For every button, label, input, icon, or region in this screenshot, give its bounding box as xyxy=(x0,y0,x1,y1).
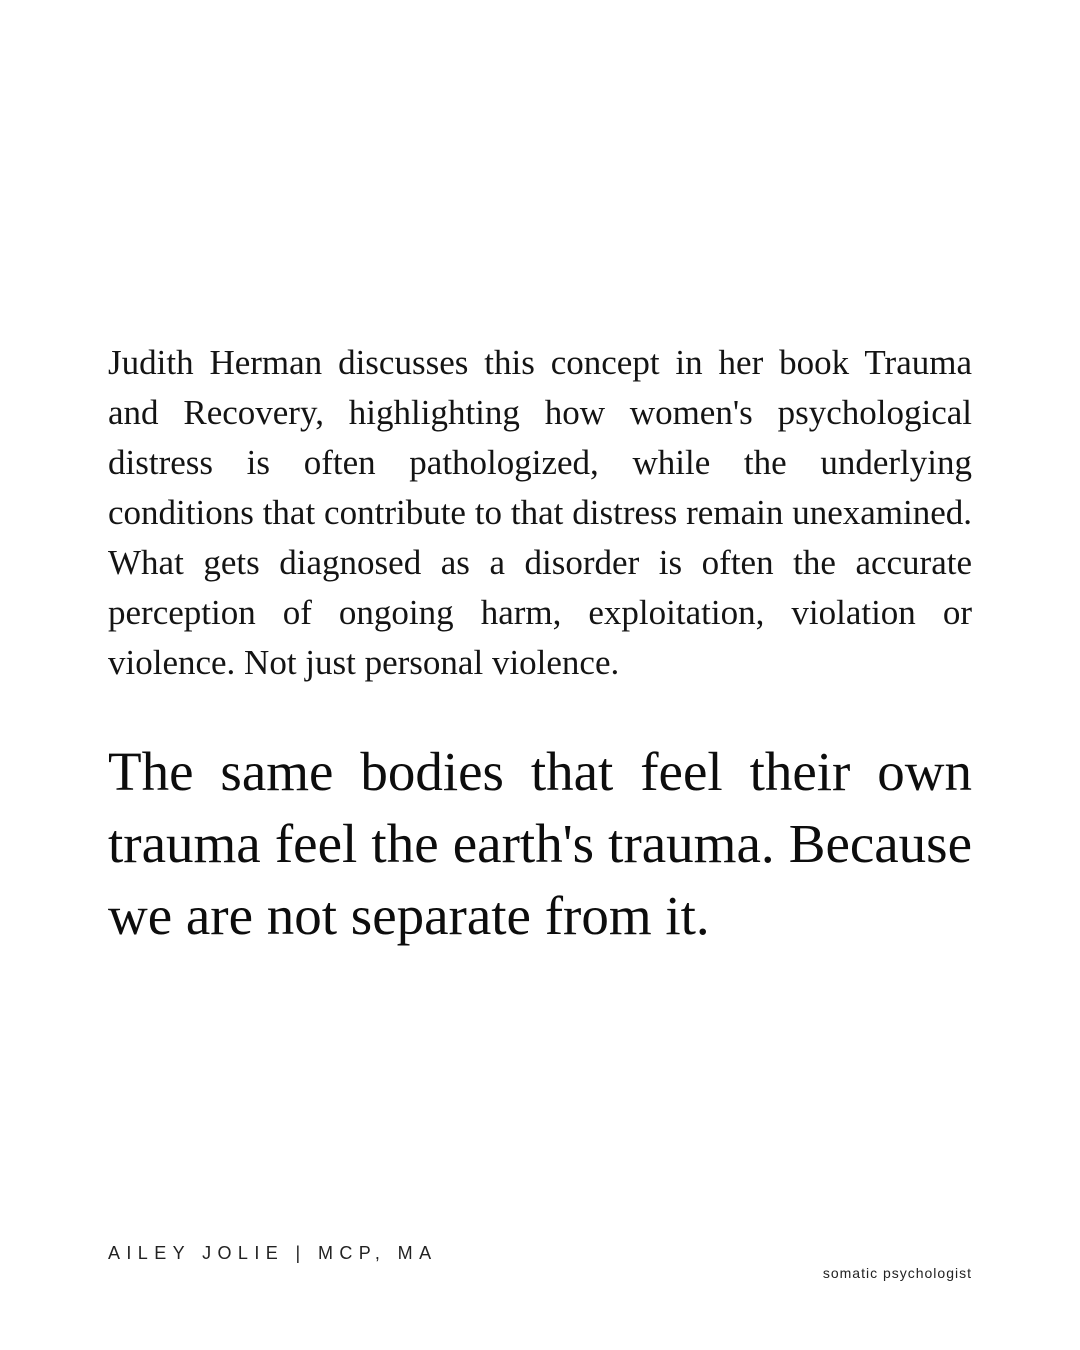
main-content xyxy=(108,338,972,952)
author-role: somatic psychologist xyxy=(822,1265,972,1281)
body-paragraph: Judith Herman discusses this concept in her book Trauma and Recovery, highlighting how women's psychological distress is often pathologized, while the underlying conditions that contribute to that distress remain unexamined. What gets diagnosed as a disorder is often the accurate perception of ongoing harm, exploitation, violation or violence. Not just personal violence. xyxy=(108,343,972,682)
author-credit: AILEY JOLIE | MCP, MA xyxy=(108,1243,438,1263)
pull-quote: The same bodies that feel their own trauma feel the earth's trauma. Because we are not separate from it. xyxy=(108,741,972,946)
